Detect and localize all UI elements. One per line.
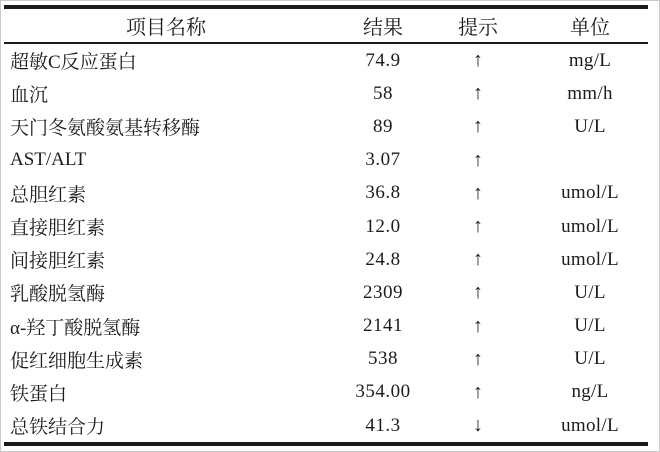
item-name-cell: α-羟丁酸脱氢酶 (10, 317, 141, 339)
trend-up-icon: ↑ (473, 181, 483, 204)
trend-up-icon: ↑ (473, 314, 483, 337)
table-row (1, 44, 659, 77)
result-cell: 2141 (363, 315, 403, 337)
item-name-cell: 超敏C反应蛋白 (10, 52, 137, 74)
trend-up-icon: ↑ (473, 248, 483, 271)
trend-up-icon: ↑ (473, 115, 483, 138)
result-cell: 354.00 (355, 381, 411, 403)
result-cell: 2309 (363, 281, 403, 303)
unit-cell: mm/h (567, 82, 613, 104)
table-row (1, 310, 659, 343)
result-cell: 58 (373, 82, 393, 104)
trend-up-icon: ↑ (473, 380, 483, 403)
unit-cell: umol/L (561, 182, 619, 204)
unit-cell: umol/L (561, 414, 619, 436)
result-cell: 24.8 (365, 248, 401, 270)
unit-cell: mg/L (568, 49, 612, 71)
result-cell: 89 (373, 115, 393, 137)
result-cell: 74.9 (365, 49, 401, 71)
trend-up-icon: ↑ (473, 347, 483, 370)
result-cell: 538 (368, 348, 398, 370)
column-header-unit: 单位 (570, 17, 610, 39)
result-cell: 41.3 (365, 414, 401, 436)
table-row (1, 144, 659, 177)
item-name-cell: 血沉 (10, 85, 49, 107)
item-name-cell: 总铁结合力 (10, 417, 106, 439)
table-row (1, 409, 659, 442)
table-row (1, 110, 659, 143)
trend-up-icon: ↑ (473, 49, 483, 72)
result-cell: 3.07 (365, 149, 401, 171)
table-header-row (1, 9, 659, 42)
item-name-cell: 总胆红素 (10, 184, 87, 206)
table-row (1, 210, 659, 243)
table-row (1, 276, 659, 309)
unit-cell: ng/L (571, 381, 609, 403)
trend-up-icon: ↑ (473, 281, 483, 304)
item-name-cell: 直接胆红素 (10, 218, 106, 240)
unit-cell: umol/L (561, 248, 619, 270)
table-bottom-rule (4, 442, 648, 446)
column-header-item-name: 项目名称 (126, 17, 206, 39)
item-name-cell: 铁蛋白 (10, 383, 68, 405)
trend-down-icon: ↓ (473, 414, 483, 437)
trend-up-icon: ↑ (473, 82, 483, 105)
unit-cell: U/L (574, 281, 606, 303)
item-name-cell: 促红细胞生成素 (10, 350, 144, 372)
result-cell: 36.8 (365, 182, 401, 204)
table-row (1, 77, 659, 110)
result-cell: 12.0 (365, 215, 401, 237)
item-name-cell: AST/ALT (10, 149, 87, 171)
column-header-flag: 提示 (458, 17, 498, 39)
column-header-result: 结果 (363, 17, 403, 39)
table-row (1, 343, 659, 376)
unit-cell: U/L (574, 348, 606, 370)
item-name-cell: 天门冬氨酸氨基转移酶 (10, 118, 201, 140)
table-row (1, 376, 659, 409)
item-name-cell: 乳酸脱氢酶 (10, 284, 106, 306)
trend-up-icon: ↑ (473, 148, 483, 171)
table-body (1, 44, 659, 442)
unit-cell: U/L (574, 115, 606, 137)
unit-cell: U/L (574, 315, 606, 337)
item-name-cell: 间接胆红素 (10, 251, 106, 273)
table-row (1, 243, 659, 276)
trend-up-icon: ↑ (473, 215, 483, 238)
unit-cell: umol/L (561, 215, 619, 237)
table-row (1, 177, 659, 210)
